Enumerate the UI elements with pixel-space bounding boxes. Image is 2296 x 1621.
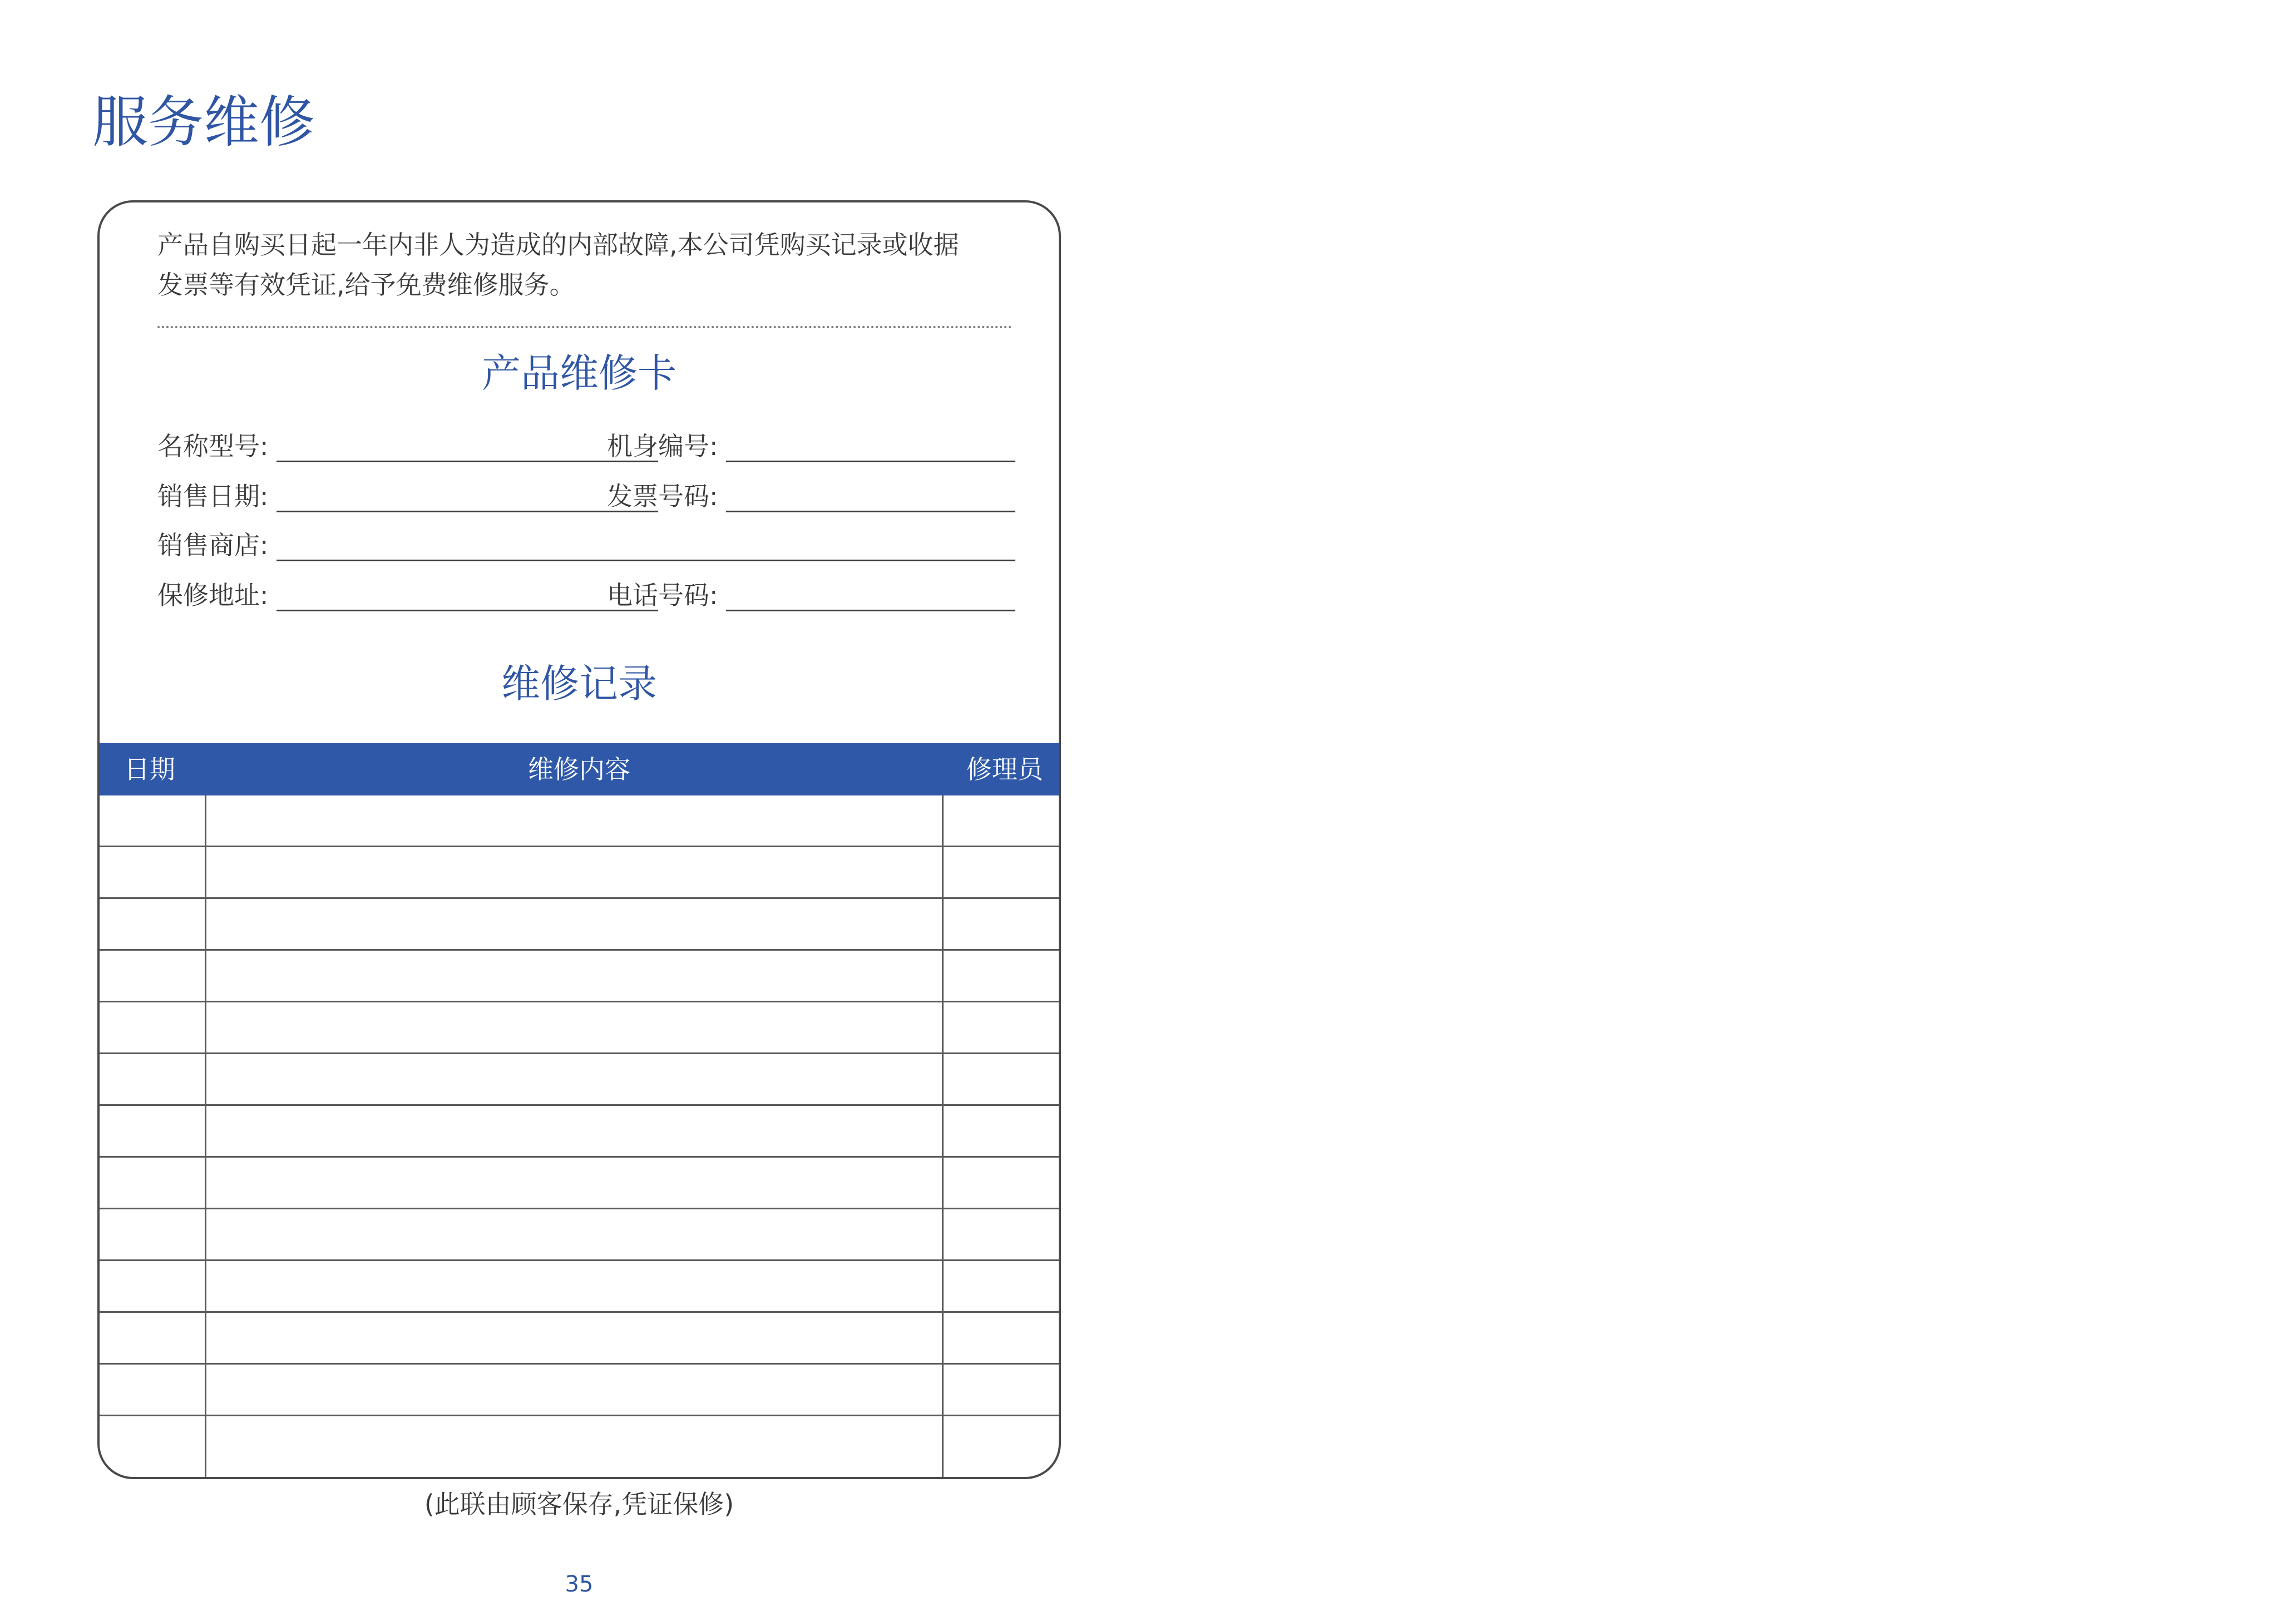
records-table-header — [100, 743, 1059, 795]
table-row[interactable] — [100, 1106, 1059, 1158]
phone-label: 电话号码: — [607, 580, 718, 610]
column-divider — [942, 795, 944, 1479]
column-divider — [205, 795, 206, 1479]
model-input-line[interactable] — [276, 461, 658, 462]
retention-note: (此联由顾客保存,凭证保修) — [424, 1489, 734, 1519]
invoice-label: 发票号码: — [607, 481, 718, 511]
table-row[interactable] — [100, 1002, 1059, 1054]
phone-input-line[interactable] — [726, 610, 1015, 611]
page-number: 35 — [565, 1571, 594, 1597]
table-row[interactable] — [100, 847, 1059, 899]
address-input-line[interactable] — [276, 610, 658, 611]
records-title: 维修记录 — [501, 661, 657, 706]
invoice-input-line[interactable] — [726, 511, 1015, 512]
header-technician: 修理员 — [966, 754, 1043, 784]
header-date: 日期 — [124, 754, 175, 784]
header-content: 维修内容 — [528, 754, 630, 784]
store-input-line[interactable] — [276, 560, 1015, 561]
table-row[interactable] — [100, 1365, 1059, 1416]
warranty-intro — [157, 225, 1014, 305]
table-row[interactable] — [100, 1261, 1059, 1313]
table-row[interactable] — [100, 1416, 1059, 1479]
serial-label: 机身编号: — [607, 431, 718, 461]
sale-date-input-line[interactable] — [276, 511, 658, 512]
table-row[interactable] — [100, 1054, 1059, 1106]
table-row[interactable] — [100, 951, 1059, 1002]
model-label: 名称型号: — [157, 431, 269, 461]
store-label: 销售商店: — [157, 530, 269, 560]
serial-input-line[interactable] — [726, 461, 1015, 462]
table-row[interactable] — [100, 1313, 1059, 1365]
sale-date-label: 销售日期: — [157, 481, 269, 511]
table-row[interactable] — [100, 1209, 1059, 1261]
intro-line: 产品自购买日起一年内非人为造成的内部故障,本公司凭购买记录或收据 — [157, 230, 959, 260]
intro-line: 发票等有效凭证,给予免费维修服务。 — [157, 270, 575, 300]
table-row[interactable] — [100, 795, 1059, 847]
address-label: 保修地址: — [157, 580, 269, 610]
page-title: 服务维修 — [92, 90, 315, 155]
table-row[interactable] — [100, 1158, 1059, 1209]
card-title: 产品维修卡 — [482, 350, 677, 396]
dotted-divider — [157, 326, 1012, 328]
warranty-card — [97, 200, 1061, 1479]
table-row[interactable] — [100, 899, 1059, 951]
